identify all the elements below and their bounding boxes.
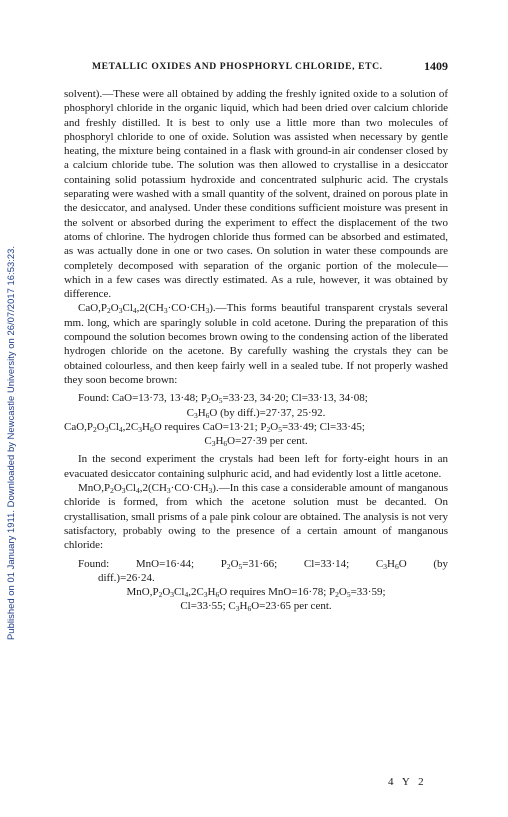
mno-found-line-1: Found: MnO=16·44; $P_2O_5=31\cdot 66$; Cl=33·14; $C_3H_6O$ (by [78,557,449,571]
intro-paragraph: solvent).—These were all obtained by adding the freshly ignited oxide to a solution of phosphoryl chloride in the organic liquid, which had been dried over calcium chloride and freshly distilled. It is best to only use a little more than two molecules of phosphoryl chloride to one of oxide. Solution was assisted when necessary by gentle heating, the mixture being contained in a flask with ground-in air condenser closed by a calcium chloride tube. The solution was then allowed to crystallise in a desiccator containing solid potassium hydroxide and concentrated sulphuric acid. The crystals separating were washed with a small quantity of the solvent, drained on porous plate in the desiccator, and analysed. Under these conditions sufficient moisture was present in the solvent or absorbed during the experiment to effect the displacement of the two atoms of chlorine. The hydrogen chloride thus formed can be absorbed and estimated, as was actually done in one or two cases. On solution in water these compounds are completely decomposed with separation of the organic portion of the molecule—which in a few cases was directly estimated. As a rule, however, it was obtained by difference. [64,88,448,301]
cao-found-line-2: $C_3H_6O$ (by diff.)=27·37, 25·92. [186,406,326,420]
cao-compound-paragraph: $CaO,P_2O_3Cl_4,2(CH_3\cdot CO\cdot CH_3).—This$ forms beautiful transparent crystals several mm. long, which are sparingly soluble in cold acetone. During the preparation of this compound the solution becomes brown owing to the condensing action of the liberated hydrogen chloride on the acetone. By carefully washing the crystals they can be obtained colourless, and then keep fairly well in a sealed tube. If not properly washed they soon become brown: [64,302,448,386]
publication-watermark [5,80,17,640]
cao-requires-line-2: $C_3H_6O=27\cdot 39$ per cent. [204,435,308,449]
watermark-text: Published on 01 January 1911. Downloaded by Newcastle University on 26/07/2017 16:53:23. [5,245,16,640]
signature-mark: 4 Y 2 [388,776,427,788]
article-body [64,87,448,614]
cao-requires-line-1: $CaO,P_2O_3Cl_4,2C_3H_6O$ requires CaO=13·21; $P_2O_5=33\cdot 49$; Cl=33·45; [64,420,365,434]
cao-note-paragraph: In the second experiment the crystals had been left for forty-eight hours in an evacuated desiccator containing sulphuric acid, and had evidently lost a little acetone. [64,453,448,480]
mno-requires-line-1: $MnO,P_2O_3Cl_4,2C_3H_6O$ requires MnO=16·78; $P_2O_5=33\cdot 59$; [126,586,386,600]
mno-compound-paragraph: $MnO,P_2O_3Cl_4,2(CH_3\cdot CO\cdot CH_3).—In$ this case a considerable amount of manganous chloride is formed, from which the acetone solution must be decanted. On crystallisation, small prisms of a pale pink colour are obtained. The analysis is not very satisfactory, probably owing to the presence of a certain amount of manganous chloride: [64,482,448,552]
page-header [64,59,448,75]
mno-found-line-2: diff.)=26·24. [98,571,155,584]
running-title: METALLIC OXIDES AND PHOSPHORYL CHLORIDE, ETC. [92,61,383,72]
page-number: 1409 [424,59,448,73]
mno-requires-line-2: Cl=33·55; $C_3H_6O=23\cdot 65$ per cent. [180,600,332,614]
cao-found-line-1: Found: CaO=13·73, 13·48; $P_2O_5=33\cdot 23$, 34·20; Cl=33·13, 34·08; [78,392,368,406]
